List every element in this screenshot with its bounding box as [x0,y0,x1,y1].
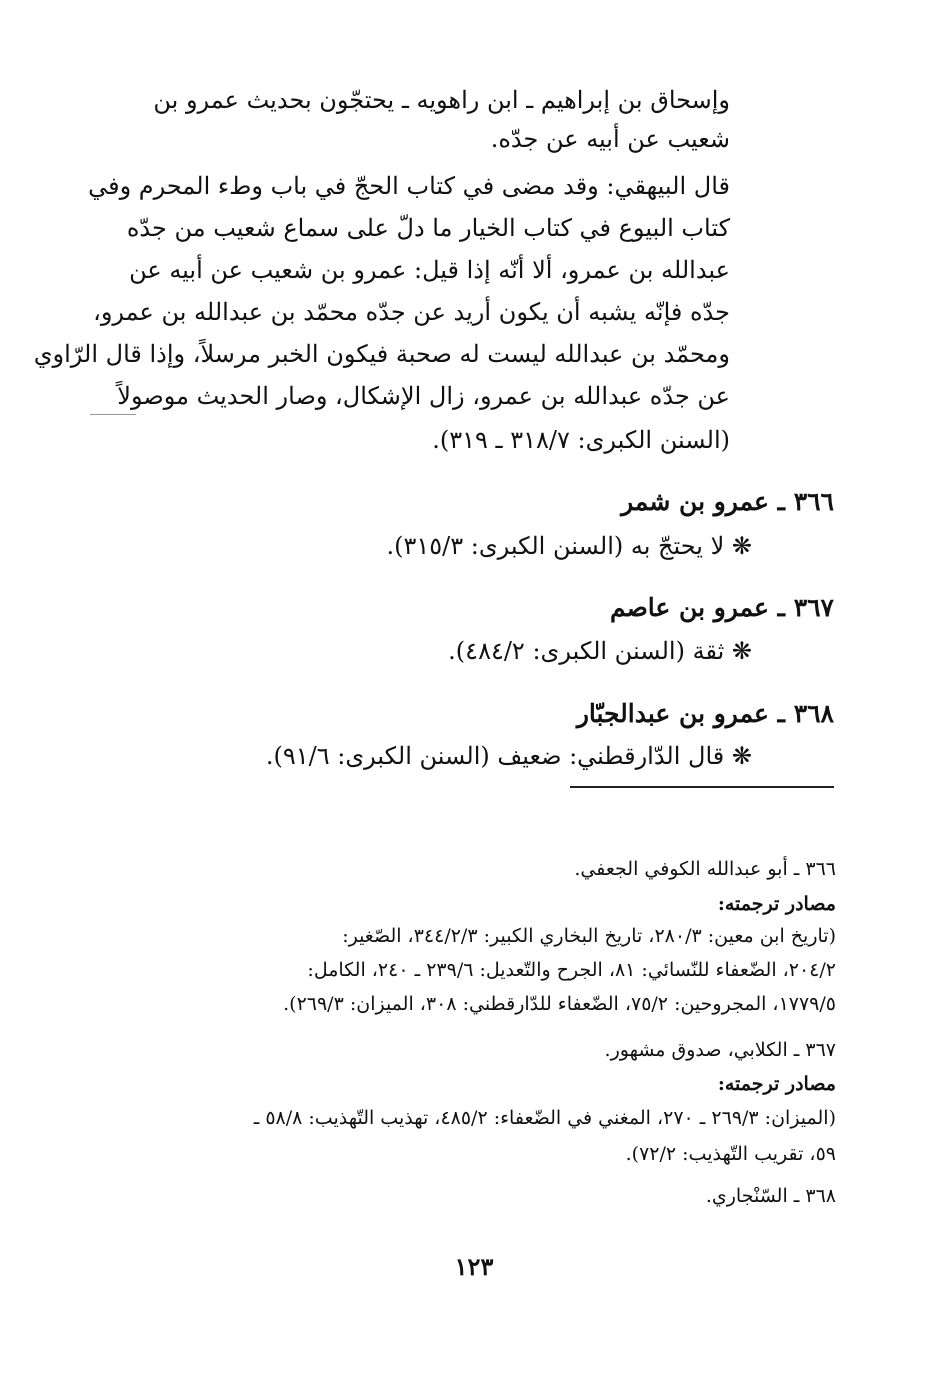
footnote-line: ٣٦٦ ـ أبو عبدالله الكوفي الجعفي. [574,858,836,880]
footnote-line: ٣٦٧ ـ الكلابي، صدوق مشهور. [604,1039,836,1061]
footnote-heading: مصادر ترجمته: [717,1073,836,1095]
footnote-line: ١٧٧٩/٥، المجروحين: ٧٥/٢، الضّعفاء للدّارقطني: ٣٠٨، الميزان: ٢٦٩/٣). [283,993,836,1015]
footnote-line: ٢٠٤/٢، الضّعفاء للنّسائي: ٨١، الجرح والتّعديل: ٢٣٩/٦ ـ ٢٤٠، الكامل: [307,959,836,981]
main-text-line: عبدالله بن عمرو، ألا أنّه إذا قيل: عمرو بن شعيب عن أبيه عن [129,256,730,284]
footnote-line: (تاريخ ابن معين: ٢٨٠/٣، تاريخ البخاري الكبير: ٣٤٤/٢/٣، الصّغير: [342,925,836,947]
main-text-line: (السنن الكبرى: ٣١٨/٧ ـ ٣١٩). [432,426,730,454]
main-text-line: جدّه فإنّه يشبه أن يكون أريد عن جدّه محمّد بن عبدالله بن عمرو، [93,298,730,326]
entry-title: ٣٦٨ ـ عمرو بن عبدالجبّار [576,699,834,728]
footnote-heading: مصادر ترجمته: [717,893,836,915]
main-text-line: وإسحاق بن إبراهيم ـ ابن راهويه ـ يحتجّون بحديث عمرو بن [153,86,730,114]
margin-mark [90,414,136,415]
footnote-divider [570,786,834,788]
main-text-line: شعيب عن أبيه عن جدّه. [490,125,730,153]
entry-note: ❋ لا يحتجّ به (السنن الكبرى: ٣١٥/٣). [386,532,752,560]
entry-title: ٣٦٦ ـ عمرو بن شمر [621,487,834,516]
main-text-line: قال البيهقي: وقد مضى في كتاب الحجّ في باب وطء المحرم وفي [88,172,730,200]
entry-title: ٣٦٧ ـ عمرو بن عاصم [609,593,834,622]
main-text-line: ومحمّد بن عبدالله ليست له صحبة فيكون الخبر مرسلاً، وإذا قال الرّاوي [33,340,730,368]
footnote-line: ٥٩، تقريب التّهذيب: ٧٢/٢). [625,1143,836,1165]
main-text-line: كتاب البيوع في كتاب الخيار ما دلّ على سماع شعيب من جدّه [126,214,730,242]
entry-note: ❋ قال الدّارقطني: ضعيف (السنن الكبرى: ٩١/٦). [265,742,752,770]
main-text-line: عن جدّه عبدالله بن عمرو، زال الإشكال، وصار الحديث موصولاً [117,382,730,410]
footnote-line: (الميزان: ٢٦٩/٣ ـ ٢٧٠، المغني في الضّعفاء: ٤٨٥/٢، تهذيب التّهذيب: ٥٨/٨ ـ [253,1107,836,1129]
footnote-line: ٣٦٨ ـ السّنْجاري. [705,1185,836,1207]
page-number: ١٢٣ [454,1252,494,1281]
entry-note: ❋ ثقة (السنن الكبرى: ٤٨٤/٢). [448,637,752,665]
